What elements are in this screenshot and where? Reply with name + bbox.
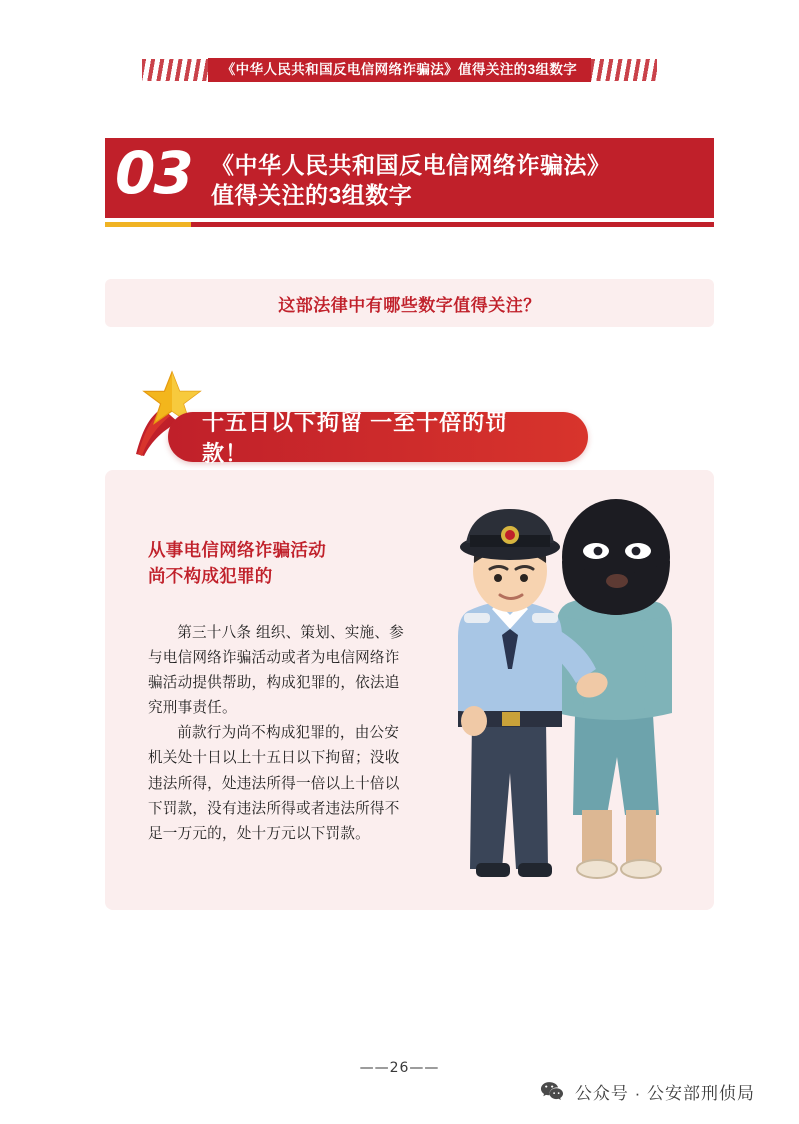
header-bar — [142, 57, 657, 83]
header-hatch-left-decoration — [142, 59, 208, 81]
section-title-line-2: 值得关注的3组数字 — [211, 182, 413, 209]
content-heading-line-1: 从事电信网络诈骗活动 — [148, 540, 326, 560]
content-heading-line-2: 尚不构成犯罪的 — [148, 566, 273, 587]
content-heading — [148, 537, 418, 590]
page-number: ——26—— — [359, 1060, 440, 1076]
section-title-block — [105, 138, 714, 218]
section-number: 03 — [115, 139, 192, 207]
content-paragraph-2: 前款行为尚不构成犯罪的，由公安机关处十日以上十五日以下拘留；没收违法所得，处违法所得一倍以上十倍以下罚款，没有违法所得或者违法所得不足一万元的，处十万元以下罚款。 — [148, 724, 400, 842]
page-header — [0, 56, 799, 84]
footer-brand-text: 公众号 · 公安部刑侦局 — [574, 1083, 755, 1103]
section-title-line-1: 《中华人民共和国反电信网络诈骗法》 — [211, 152, 611, 178]
highlight-banner — [128, 410, 588, 466]
section-title — [211, 150, 611, 211]
highlight-pill-text: 十五日以下拘留 一至十倍的罚款！ — [202, 410, 509, 466]
highlight-pill — [168, 410, 588, 466]
suspect-figure — [556, 499, 672, 878]
section-underline-decoration — [105, 222, 714, 227]
footer-brand — [539, 1078, 755, 1104]
header-running-title: 《中华人民共和国反电信网络诈骗法》值得关注的3组数字 — [208, 58, 591, 83]
question-text: 这部法律中有哪些数字值得关注？ — [278, 295, 541, 315]
question-banner — [105, 279, 714, 327]
wechat-icon — [539, 1078, 565, 1104]
header-hatch-right-decoration — [591, 59, 657, 81]
content-body — [148, 620, 413, 846]
police-officer-arresting-suspect-illustration — [440, 485, 720, 885]
content-paragraph-1: 第三十八条 组织、策划、实施、参与电信网络诈骗活动或者为电信网络诈骗活动提供帮助，构成犯罪的，依法追究刑事责任。 — [148, 624, 404, 717]
